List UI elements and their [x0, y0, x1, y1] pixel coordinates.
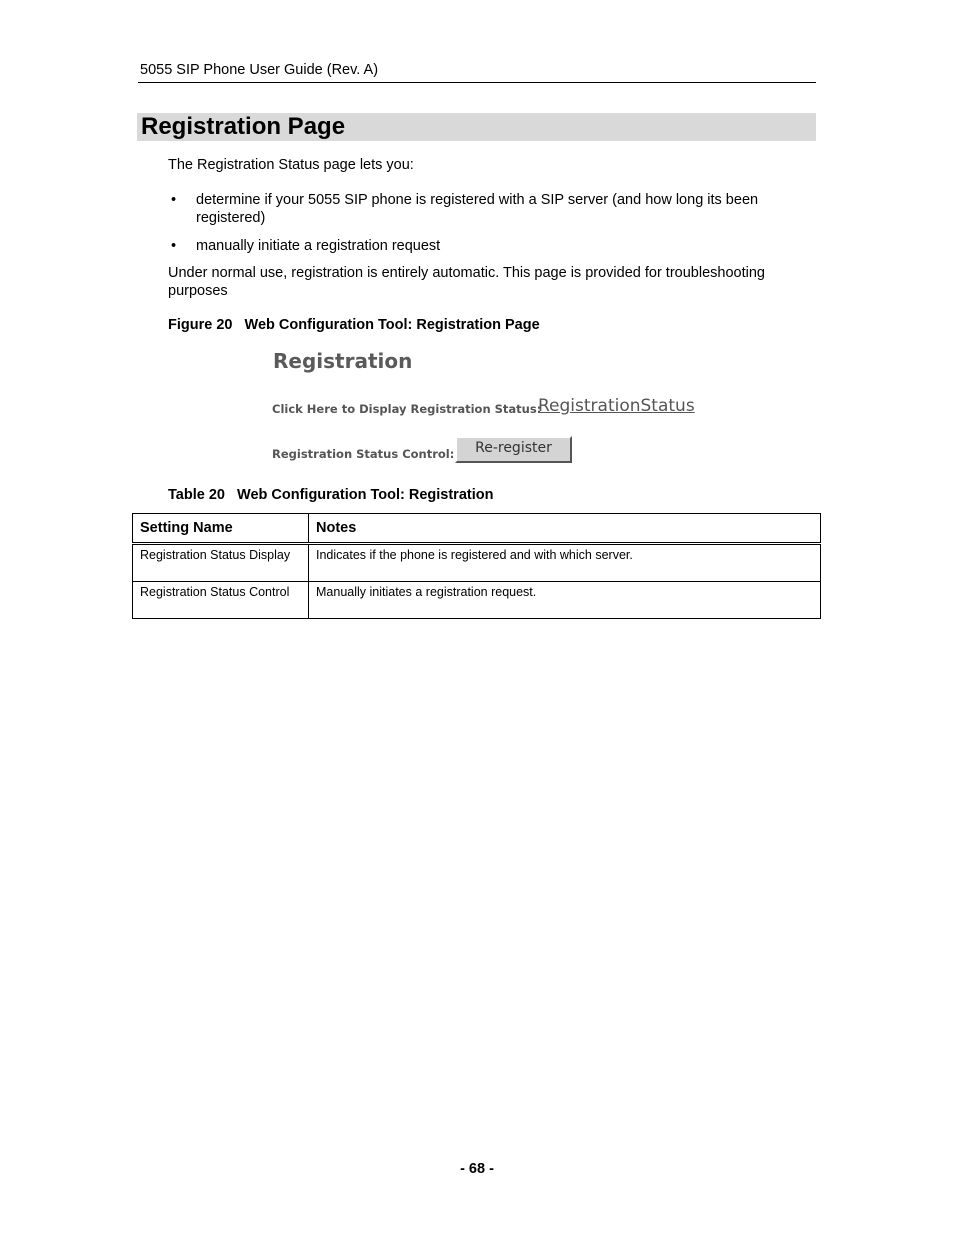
- status-label: Click Here to Display Registration Status:: [272, 402, 542, 416]
- page-number: - 68 -: [460, 1161, 494, 1177]
- registration-screenshot: [265, 343, 725, 471]
- section-title: Registration Page: [141, 113, 346, 140]
- bullet-icon: •: [171, 238, 177, 254]
- table-row: [133, 582, 821, 619]
- table-caption: Table 20 Web Configuration Tool: Registration: [168, 487, 494, 503]
- figure-caption: Figure 20 Web Configuration Tool: Registration Page: [168, 317, 540, 333]
- body-paragraph: Under normal use, registration is entirely automatic. This page is provided for troubleshooting purposes: [168, 265, 765, 299]
- column-header-notes: Notes: [309, 514, 821, 544]
- table-cell-setting: Registration Status Control: [133, 582, 309, 619]
- re-register-button[interactable]: Re-register: [455, 436, 572, 463]
- intro-text: The Registration Status page lets you:: [168, 157, 414, 173]
- table-cell-notes: Manually initiates a registration request.: [309, 582, 821, 619]
- column-header-setting-name: Setting Name: [133, 514, 309, 544]
- control-label: Registration Status Control:: [272, 447, 455, 461]
- section-heading-bar: [137, 113, 816, 141]
- list-item-text: manually initiate a registration request: [196, 238, 441, 254]
- table-row: [133, 544, 821, 582]
- table-cell-setting: Registration Status Display: [133, 544, 309, 582]
- table-header-row: [133, 514, 821, 544]
- list-item-text: determine if your 5055 SIP phone is registered with a SIP server (and how long its been registered): [196, 192, 759, 226]
- settings-table: [132, 513, 821, 619]
- screenshot-title: Registration: [273, 349, 413, 373]
- table-cell-notes: Indicates if the phone is registered and with which server.: [309, 544, 821, 582]
- bullet-icon: •: [171, 192, 177, 208]
- document-header: 5055 SIP Phone User Guide (Rev. A): [140, 62, 379, 78]
- registration-status-link[interactable]: RegistrationStatus: [538, 396, 695, 416]
- header-divider: [138, 82, 816, 83]
